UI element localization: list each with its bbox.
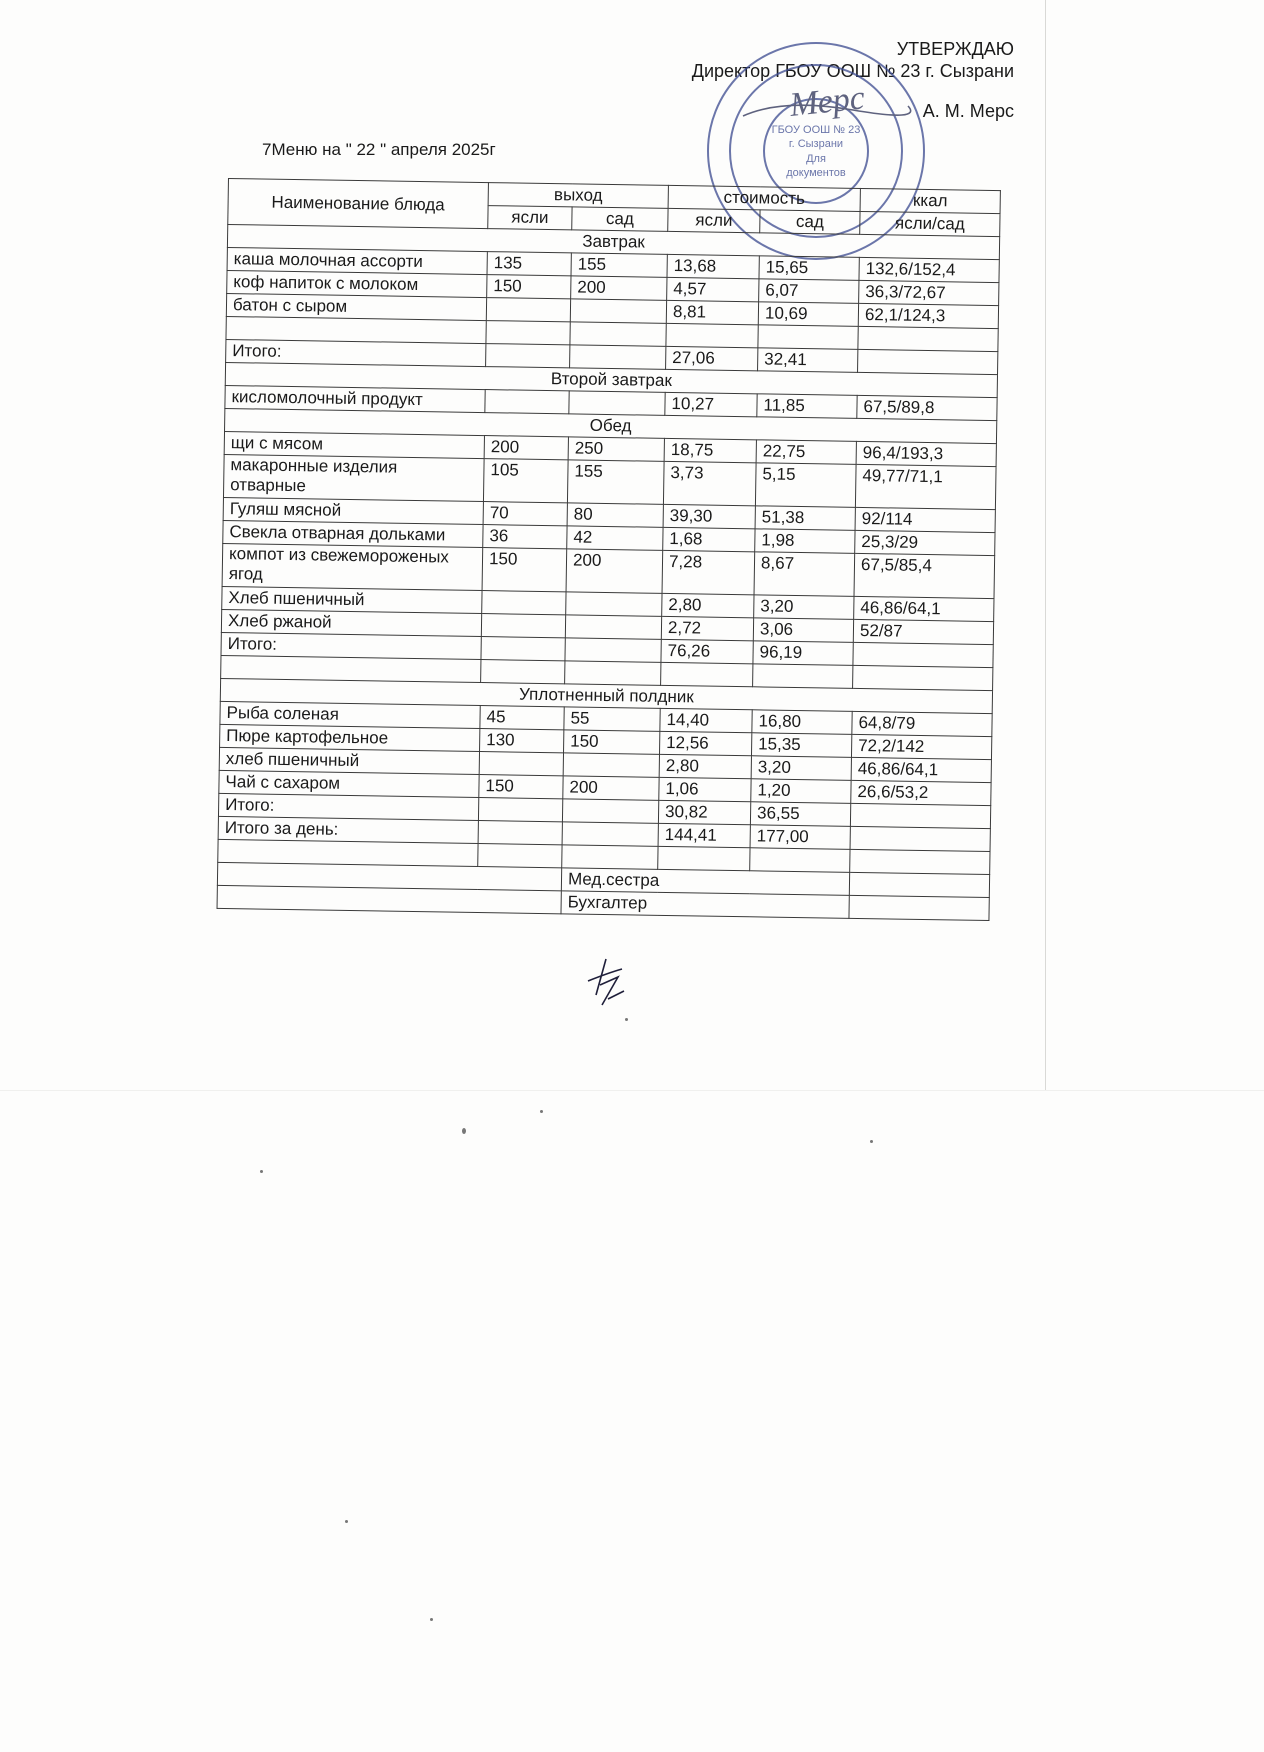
- lunch-cell-kcal: 52/87: [853, 619, 993, 644]
- lunch-cell-cost-y: 18,75: [664, 438, 756, 462]
- lunch-cell-cost-y: 7,28: [662, 550, 755, 594]
- second-breakfast-cell-cost-y: 10,27: [665, 392, 757, 416]
- snack-cell-cost-s: 16,80: [752, 710, 852, 735]
- breakfast-cell-out-y: [486, 298, 570, 322]
- lunch-cell-out-y: [482, 591, 566, 615]
- section-lunch: Обед: [225, 408, 997, 443]
- lunch-cell-cost-s: 51,38: [755, 506, 855, 531]
- lunch-cell-kcal: 49,77/71,1: [855, 464, 996, 509]
- day-total-cost-yasli: 144,41: [658, 823, 750, 847]
- lunch-cell-out-s: 200: [566, 549, 663, 594]
- subheader-cost-yasli: ясли: [668, 208, 760, 232]
- snack-cell-cost-y: 1,06: [659, 777, 751, 801]
- lunch-cell-out-s: 250: [568, 437, 664, 462]
- menu-table: [217, 178, 1001, 921]
- stamp-text-for: Для: [806, 153, 826, 165]
- lunch-cell-cost-y: 39,30: [663, 504, 755, 528]
- lunch-cell-out-y: 36: [483, 525, 567, 549]
- breakfast-cell-name: каша молочная ассорти: [227, 247, 487, 274]
- second-breakfast-cell-out-s: [569, 391, 665, 416]
- breakfast-cell-out-s: 155: [571, 253, 667, 278]
- snack-cell-out-s: 55: [564, 707, 660, 732]
- lunch-total-cost-yasli: 76,26: [661, 639, 753, 663]
- lunch-cell-out-y: 200: [484, 436, 568, 460]
- approval-position: Директор ГБОУ ООШ № 23 г. Сызрани: [691, 61, 1014, 81]
- speck: [625, 1018, 628, 1021]
- speck: [870, 1140, 873, 1143]
- breakfast-cell-out-s: [570, 299, 666, 324]
- snack-cell-kcal: 26,6/53,2: [851, 780, 991, 805]
- breakfast-cell-kcal: 62,1/124,3: [858, 303, 998, 328]
- breakfast-cell-kcal: 36,3/72,67: [859, 280, 999, 305]
- lunch-cell-cost-y: 1,68: [663, 527, 755, 551]
- breakfast-cell-cost-s: 6,07: [759, 279, 859, 304]
- lunch-cell-cost-s: 3,20: [754, 595, 854, 620]
- breakfast-cell-cost-s: 15,65: [759, 256, 859, 281]
- snack-rows: [219, 701, 992, 805]
- breakfast-cell-name: батон с сыром: [226, 293, 486, 320]
- lunch-cell-cost-s: 8,67: [754, 552, 855, 597]
- lunch-total-label: Итого:: [221, 632, 481, 659]
- breakfast-cell-out-s: 200: [571, 276, 667, 301]
- snack-cell-out-s: 200: [563, 776, 659, 801]
- breakfast-total-label: Итого:: [226, 339, 486, 366]
- snack-cell-out-y: 45: [480, 706, 564, 730]
- lunch-cell-cost-y: 2,72: [661, 616, 753, 640]
- breakfast-total-cost-yasli: 27,06: [666, 346, 758, 370]
- lunch-cell-out-y: 105: [483, 459, 568, 503]
- lunch-cell-name: Хлеб ржаной: [221, 609, 481, 636]
- approval-title: УТВЕРЖДАЮ: [896, 39, 1014, 59]
- subheader-output-yasli: ясли: [488, 206, 572, 230]
- lunch-cell-name: Хлеб пшеничный: [222, 586, 482, 613]
- lunch-cell-name: Свекла отварная дольками: [223, 520, 483, 547]
- snack-cell-cost-s: 3,20: [751, 756, 851, 781]
- snack-total-label: Итого:: [218, 793, 478, 820]
- lunch-cell-out-y: 150: [482, 548, 567, 592]
- stamp-text-documents: документов: [786, 167, 846, 179]
- snack-cell-cost-y: 14,40: [660, 708, 752, 732]
- speck: [462, 1128, 466, 1134]
- lunch-cell-out-s: 42: [567, 526, 663, 551]
- breakfast-cell-cost-y: 13,68: [667, 254, 759, 278]
- stamp-text-city: г. Сызрани: [788, 138, 844, 150]
- subheader-kcal: ясли/сад: [860, 211, 1000, 236]
- lunch-rows: [221, 431, 996, 644]
- lunch-cell-kcal: 67,5/85,4: [854, 553, 995, 598]
- breakfast-cell-out-y: 135: [487, 252, 571, 276]
- second-breakfast-cell-kcal: 67,5/89,8: [857, 395, 997, 420]
- snack-cell-out-s: 150: [564, 730, 660, 755]
- snack-cell-cost-y: 12,56: [660, 731, 752, 755]
- breakfast-cell-out-y: 150: [487, 275, 571, 299]
- second-breakfast-cell-out-y: [485, 390, 569, 414]
- stamp-text-school: ГБОУ ООШ № 23: [771, 124, 861, 136]
- lunch-cell-kcal: 25,3/29: [855, 530, 995, 555]
- header-dish-name: Наименование блюда: [228, 179, 489, 229]
- lunch-cell-name: компот из свежемороженых ягод: [222, 543, 483, 590]
- section-second-breakfast: Второй завтрак: [225, 362, 997, 397]
- lunch-cell-kcal: 96,4/193,3: [856, 441, 996, 466]
- lunch-cell-cost-s: 3,06: [753, 618, 853, 643]
- nurse-signature-label: Мед.сестра: [561, 868, 849, 896]
- section-snack: Уплотненный полдник: [220, 678, 992, 713]
- day-total-cost-sad: 177,00: [750, 825, 850, 850]
- snack-cell-name: хлеб пшеничный: [219, 747, 479, 774]
- lunch-cell-cost-y: 2,80: [662, 593, 754, 617]
- subheader-cost-sad: сад: [760, 210, 860, 235]
- lunch-total-cost-sad: 96,19: [753, 641, 853, 666]
- day-total-label: Итого за день:: [218, 816, 478, 843]
- snack-total-cost-yasli: 30,82: [658, 800, 750, 824]
- header-output: выход: [488, 183, 668, 209]
- breakfast-cell-kcal: 132,6/152,4: [859, 257, 999, 282]
- second-breakfast-cell-cost-s: 11,85: [757, 394, 857, 419]
- snack-cell-name: Рыба соленая: [220, 701, 480, 728]
- lunch-cell-cost-s: 1,98: [755, 529, 855, 554]
- breakfast-cell-name: коф напиток с молоком: [227, 270, 487, 297]
- header-cost: стоимость: [668, 185, 860, 211]
- snack-cell-out-y: 150: [479, 775, 563, 799]
- snack-total-cost-sad: 36,55: [750, 802, 850, 827]
- snack-cell-cost-y: 2,80: [659, 754, 751, 778]
- scan-bottom-edge: [0, 1090, 1264, 1091]
- lunch-cell-name: щи с мясом: [224, 431, 484, 458]
- lunch-cell-out-s: [566, 592, 662, 617]
- snack-cell-kcal: 72,2/142: [851, 734, 991, 759]
- header-kcal: ккал: [860, 188, 1000, 213]
- lunch-cell-kcal: 92/114: [855, 507, 995, 532]
- snack-cell-name: Пюре картофельное: [220, 724, 480, 751]
- lunch-cell-out-s: 155: [567, 460, 664, 505]
- lunch-cell-out-s: 80: [567, 503, 663, 528]
- lunch-cell-cost-s: 22,75: [756, 440, 856, 465]
- snack-cell-cost-s: 15,35: [751, 733, 851, 758]
- speck: [430, 1618, 433, 1621]
- menu-title: 7Меню на " 22 " апреля 2025г: [262, 140, 496, 159]
- breakfast-cell-cost-y: 4,57: [667, 277, 759, 301]
- breakfast-rows: [226, 247, 999, 328]
- snack-cell-name: Чай с сахаром: [219, 770, 479, 797]
- scan-edge-line: [1045, 0, 1046, 1090]
- snack-cell-kcal: 64,8/79: [852, 711, 992, 736]
- lunch-cell-name: Гуляш мясной: [223, 497, 483, 524]
- lunch-cell-cost-s: 5,15: [755, 463, 856, 508]
- section-breakfast: Завтрак: [227, 225, 999, 260]
- lunch-cell-name: макаронные изделия отварные: [223, 454, 484, 501]
- lunch-cell-cost-y: 3,73: [663, 461, 756, 505]
- lunch-cell-out-y: 70: [483, 502, 567, 526]
- accountant-signature-scrawl: [578, 955, 638, 1015]
- accountant-signature-label: Бухгалтер: [561, 891, 849, 919]
- snack-cell-out-y: [479, 752, 563, 776]
- speck: [345, 1520, 348, 1523]
- lunch-cell-out-s: [565, 615, 661, 640]
- breakfast-cell-cost-s: 10,69: [758, 302, 858, 327]
- snack-cell-kcal: 46,86/64,1: [851, 757, 991, 782]
- speck: [260, 1170, 263, 1173]
- snack-cell-cost-s: 1,20: [751, 779, 851, 804]
- snack-cell-out-s: [563, 753, 659, 778]
- lunch-cell-kcal: 46,86/64,1: [854, 596, 994, 621]
- breakfast-cell-cost-y: 8,81: [666, 300, 758, 324]
- speck: [540, 1110, 543, 1113]
- approval-signatory: А. М. Мерс: [922, 101, 1014, 121]
- director-signature: Мерс: [787, 79, 867, 124]
- lunch-cell-out-y: [481, 614, 565, 638]
- second-breakfast-cell-name: кисломолочный продукт: [225, 385, 485, 412]
- subheader-output-sad: сад: [572, 207, 668, 232]
- breakfast-total-cost-sad: 32,41: [758, 348, 858, 373]
- snack-cell-out-y: 130: [480, 729, 564, 753]
